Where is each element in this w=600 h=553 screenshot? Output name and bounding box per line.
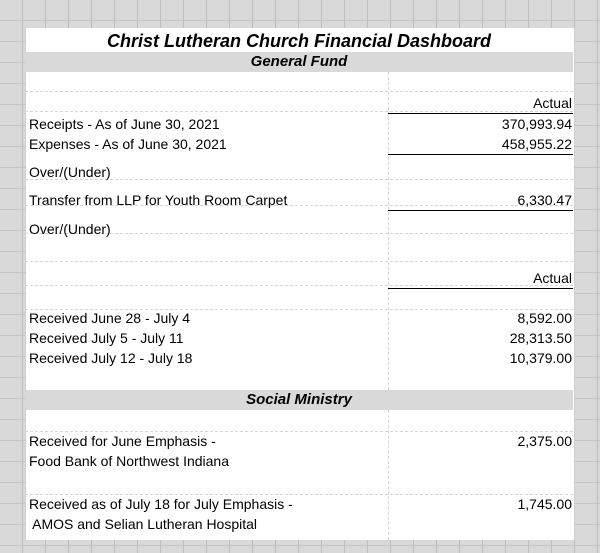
row-value-expenses: 458,955.22 — [501, 136, 572, 152]
weekly-value: 8,592.00 — [517, 310, 572, 326]
weekly-value: 10,379.00 — [509, 350, 572, 366]
section-heading-social-ministry: Social Ministry — [246, 391, 352, 408]
grid-row — [25, 92, 573, 112]
column-header-actual: Actual — [533, 95, 572, 111]
header-underline — [388, 113, 573, 114]
ministry-label-line2: Food Bank of Northwest Indiana — [29, 453, 230, 469]
row-label-expenses: Expenses - As of June 30, 2021 — [29, 136, 227, 152]
row-value-receipts: 370,993.94 — [501, 116, 572, 132]
grid-row — [25, 72, 573, 92]
grid-row — [25, 242, 573, 262]
ministry-value: 2,375.00 — [517, 433, 572, 449]
row-value-transfer: 6,330.47 — [517, 192, 572, 208]
grid-row — [25, 412, 573, 432]
header-underline-weekly — [388, 288, 573, 289]
column-header-actual-weekly: Actual — [533, 270, 572, 286]
column-divider — [388, 72, 389, 390]
row-label-receipts: Receipts - As of June 30, 2021 — [29, 116, 220, 132]
row-label-over-under: Over/(Under) — [29, 164, 111, 180]
row-label-transfer: Transfer from LLP for Youth Room Carpet — [29, 192, 288, 208]
weekly-label: Received July 5 - July 11 — [29, 330, 184, 346]
weekly-value: 28,313.50 — [509, 330, 572, 346]
page-title: Christ Lutheran Church Financial Dashboard — [106, 31, 492, 51]
grid-row — [25, 290, 573, 310]
ministry-value: 1,745.00 — [517, 496, 572, 512]
weekly-label: Received June 28 - July 4 — [29, 310, 191, 326]
ministry-label: Received as of July 18 for July Emphasis - — [29, 496, 293, 512]
grid-row — [25, 475, 573, 495]
column-divider — [388, 410, 389, 540]
ministry-label-line2: AMOS and Selian Lutheran Hospital — [29, 516, 258, 532]
weekly-label: Received July 12 - July 18 — [29, 350, 193, 366]
ministry-label: Received for June Emphasis - — [29, 433, 216, 449]
total-underline — [388, 154, 573, 155]
transfer-underline — [388, 210, 573, 211]
row-label-over-under-2: Over/(Under) — [29, 221, 111, 237]
grid-row — [25, 266, 573, 286]
section-heading-general-fund: General Fund — [250, 53, 348, 70]
